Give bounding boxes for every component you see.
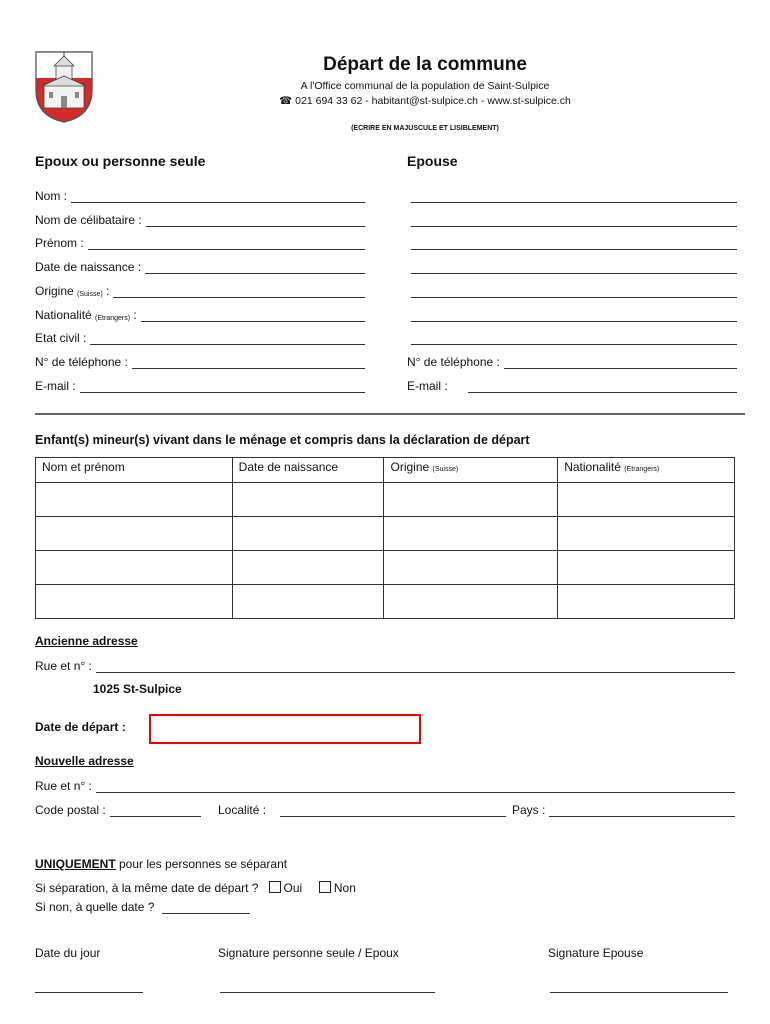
label-non: Non (333, 881, 356, 895)
label-naissance: Date de naissance : (35, 260, 142, 274)
field-epouse-email[interactable] (407, 377, 737, 393)
section-divider (35, 413, 745, 415)
page-title: Départ de la commune (323, 54, 527, 75)
field-epouse-origine[interactable] (407, 282, 737, 298)
label-date-du-jour: Date du jour (35, 946, 101, 960)
separation-rest: pour les personnes se séparant (115, 857, 288, 871)
label-nom: Nom : (35, 189, 68, 203)
cell-input[interactable] (558, 551, 735, 585)
label-etat-civil: Etat civil : (35, 331, 87, 345)
cell-input[interactable] (558, 483, 735, 517)
field-nationalite[interactable]: Nationalité (Etrangers) : (35, 306, 365, 322)
label-telephone: N° de téléphone : (35, 355, 128, 369)
instruction-note: (ECRIRE EN MAJUSCULE ET LISIBLEMENT) (351, 125, 499, 132)
checkbox-non[interactable] (319, 881, 331, 893)
checkbox-oui[interactable] (269, 881, 281, 893)
label-origine: Origine (35, 284, 74, 298)
field-new-rue[interactable] (35, 777, 735, 793)
field-localite[interactable] (218, 801, 506, 817)
col-date-naissance: Date de naissance (232, 458, 384, 483)
separation-question-row (35, 881, 356, 895)
label-code-postal: Code postal : (35, 803, 106, 817)
table-row (36, 517, 735, 551)
field-prenom[interactable] (35, 234, 365, 250)
cell-input[interactable] (232, 483, 384, 517)
label-prenom: Prénom : (35, 236, 84, 250)
label-epouse-email: E-mail : (407, 379, 448, 393)
table-row (36, 483, 735, 517)
label-epouse-telephone: N° de téléphone : (407, 355, 500, 369)
cell-input[interactable] (232, 517, 384, 551)
cell-input[interactable] (558, 517, 735, 551)
signature-epoux-line[interactable] (220, 992, 435, 993)
cell-input[interactable] (384, 517, 558, 551)
field-email[interactable] (35, 377, 365, 393)
separation-question: Si séparation, à la même date de départ ? (35, 881, 259, 895)
field-epouse-celibataire[interactable] (407, 211, 737, 227)
separation-uniquement: UNIQUEMENT (35, 857, 116, 871)
label-pays: Pays : (512, 803, 546, 817)
field-telephone[interactable] (35, 353, 365, 369)
field-epouse-naissance[interactable] (407, 258, 737, 274)
contact-line: ☎ 021 694 33 62 - habitant@st-sulpice.ch - www.st-sulpice.ch (279, 95, 571, 107)
field-epouse-telephone[interactable] (407, 353, 737, 369)
col-nom-prenom: Nom et prénom (36, 458, 233, 483)
cell-input[interactable] (36, 585, 233, 619)
signature-epouse-line[interactable] (550, 992, 728, 993)
separation-heading (35, 857, 287, 871)
cell-input[interactable] (384, 585, 558, 619)
field-epouse-nationalite[interactable] (407, 306, 737, 322)
label-old-rue: Rue et n° : (35, 659, 92, 673)
label-nationalite: Nationalité (35, 308, 92, 322)
field-old-rue[interactable] (35, 657, 735, 673)
label-origine-small: (Suisse) (77, 291, 103, 298)
old-address-heading: Ancienne adresse (35, 634, 138, 648)
cell-input[interactable] (384, 483, 558, 517)
label-oui: Oui (283, 881, 303, 895)
cell-input[interactable] (36, 483, 233, 517)
new-address-heading: Nouvelle adresse (35, 754, 134, 768)
label-email: E-mail : (35, 379, 76, 393)
label-nationalite-small: (Etrangers) (95, 315, 131, 322)
field-epouse-nom[interactable] (407, 187, 737, 203)
cell-input[interactable] (232, 585, 384, 619)
field-celibataire[interactable] (35, 211, 365, 227)
children-heading: Enfant(s) mineur(s) vivant dans le ménage et compris dans la déclaration de départ (35, 433, 530, 447)
field-epouse-etat-civil[interactable] (407, 329, 737, 345)
field-epouse-prenom[interactable] (407, 234, 737, 250)
label-celibataire: Nom de célibataire : (35, 213, 142, 227)
label-new-rue: Rue et n° : (35, 779, 92, 793)
left-heading: Epoux ou personne seule (35, 153, 206, 169)
cell-input[interactable] (36, 551, 233, 585)
field-nom[interactable] (35, 187, 365, 203)
coat-of-arms-logo (34, 50, 94, 124)
table-row (36, 585, 735, 619)
children-table (35, 457, 735, 619)
label-signature-epouse: Signature Epouse (548, 946, 644, 960)
office-line: A l'Office communal de la population de Saint-Sulpice (300, 80, 550, 92)
departure-label: Date de départ : (35, 720, 126, 734)
field-pays[interactable] (512, 801, 735, 817)
field-other-date[interactable] (35, 898, 250, 914)
cell-input[interactable] (36, 517, 233, 551)
cell-input[interactable] (232, 551, 384, 585)
right-heading: Epouse (407, 153, 458, 169)
field-etat-civil[interactable] (35, 329, 365, 345)
label-signature-epoux: Signature personne seule / Epoux (218, 946, 399, 960)
cell-input[interactable] (558, 585, 735, 619)
table-row (36, 551, 735, 585)
col-origine: Origine (Suisse) (384, 458, 558, 483)
old-city: 1025 St-Sulpice (93, 682, 182, 696)
field-origine[interactable]: Origine (Suisse) : (35, 282, 365, 298)
table-header-row (36, 458, 735, 483)
label-localite: Localité : (218, 803, 267, 817)
departure-date-input[interactable] (149, 714, 421, 744)
col-nationalite: Nationalité (Etrangers) (558, 458, 735, 483)
date-signature-line[interactable] (35, 992, 143, 993)
field-naissance[interactable] (35, 258, 365, 274)
cell-input[interactable] (384, 551, 558, 585)
field-code-postal[interactable] (35, 801, 201, 817)
label-other-date: Si non, à quelle date ? (35, 900, 155, 914)
